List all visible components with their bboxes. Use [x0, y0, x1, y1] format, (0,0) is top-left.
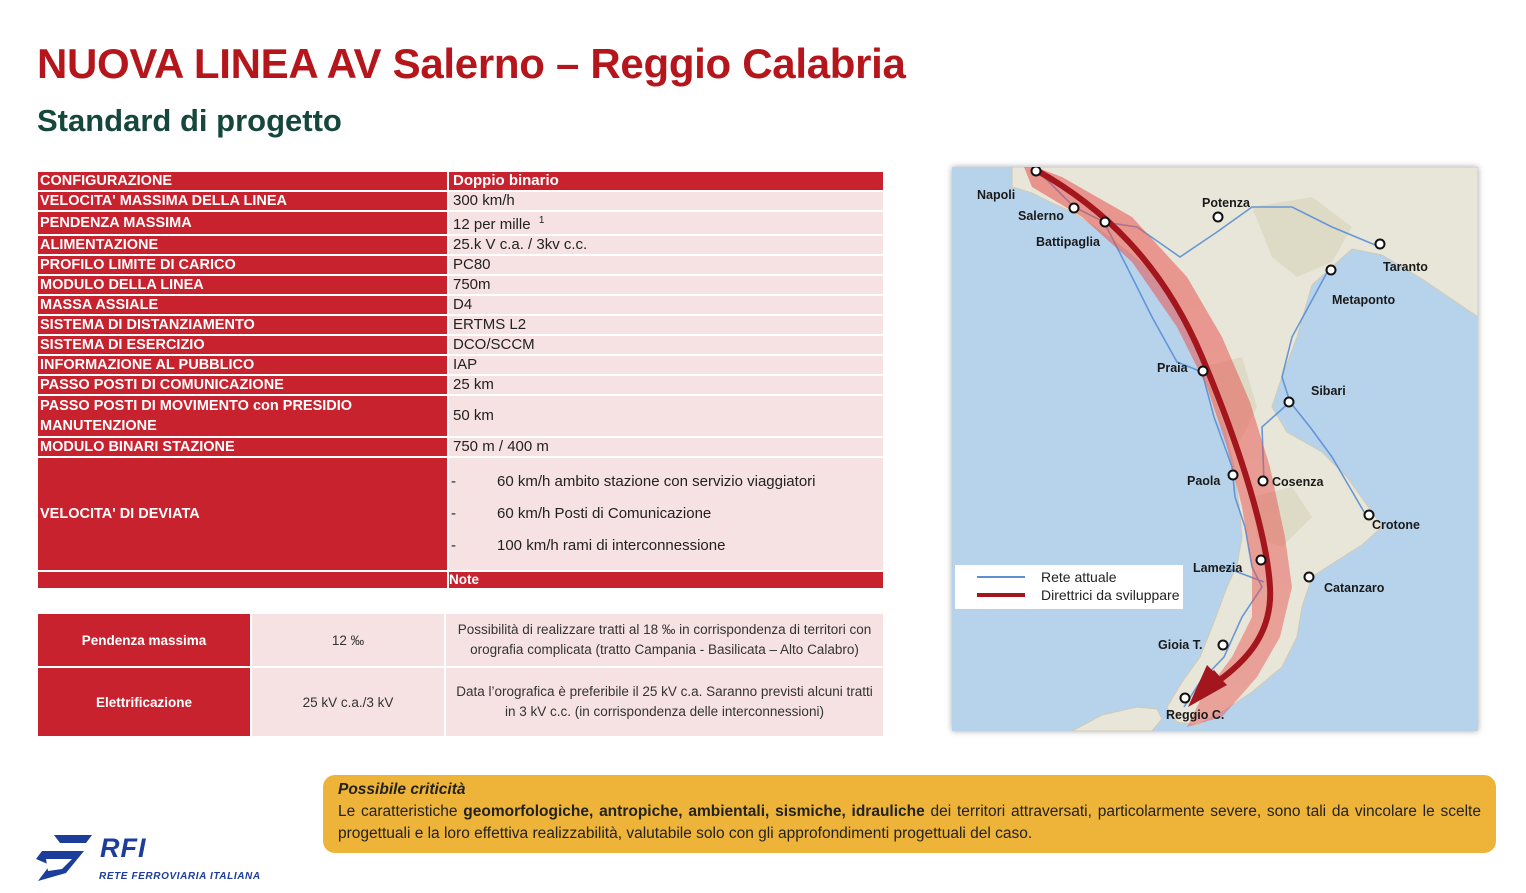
- footnote-marker: 1: [538, 215, 545, 226]
- spec-label: SISTEMA DI DISTANZIAMENTO: [37, 315, 448, 335]
- list-item-text: 100 km/h rami di interconnessione: [497, 537, 726, 554]
- criticita-title: Possibile criticità: [338, 781, 466, 798]
- spec-label: ALIMENTAZIONE: [37, 235, 448, 255]
- criticita-text-bold: geomorfologiche, antropiche, ambientali, sismiche, idrauliche: [463, 803, 925, 820]
- table-row: [37, 335, 884, 355]
- legend-line-red: [977, 593, 1025, 597]
- spec-value: 300 km/h: [448, 191, 884, 211]
- city-label: Taranto: [1383, 260, 1428, 274]
- table-row: [37, 211, 884, 235]
- table-row: [37, 315, 884, 335]
- rfi-logo: [36, 833, 281, 883]
- spec-label: PROFILO LIMITE DI CARICO: [37, 255, 448, 275]
- spec-value: 750 m / 400 m: [448, 437, 884, 457]
- legend-item-planned: [955, 586, 1180, 604]
- table-row: [37, 275, 884, 295]
- city-label: Cosenza: [1272, 475, 1324, 489]
- table-row: [37, 255, 884, 275]
- spec-value: 750m: [448, 275, 884, 295]
- spec-label: PENDENZA MASSIMA: [37, 211, 448, 235]
- spec-label: CONFIGURAZIONE: [37, 171, 448, 191]
- marker-reggio: [1181, 694, 1190, 703]
- table-row: [37, 667, 884, 737]
- criticita-text-start: Le caratteristiche: [338, 803, 464, 820]
- city-label: Paola: [1187, 474, 1221, 488]
- marker-praia: [1199, 367, 1208, 376]
- city-label: Catanzaro: [1324, 581, 1385, 595]
- logo-subtitle: RETE FERROVIARIA ITALIANA: [99, 871, 261, 882]
- legend-label: Rete attuale: [1041, 569, 1117, 585]
- spec-label: SISTEMA DI ESERCIZIO: [37, 335, 448, 355]
- criticita-text: [338, 801, 1481, 845]
- marker-lamezia: [1257, 556, 1266, 565]
- criticita-text-end: dei territori attraversati, particolarmente severe, sono tali da vincolare le scelte progettuali e la loro effettiva realizzabilità, valutabile solo con gli approfondimenti progettuali del caso.: [338, 803, 1481, 842]
- rfi-logo-icon: [36, 833, 96, 883]
- table-row: [37, 171, 884, 191]
- marker-gioia: [1219, 641, 1228, 650]
- legend-label: Direttrici da sviluppare: [1041, 587, 1180, 603]
- spec-label: VELOCITA' DI DEVIATA: [37, 457, 448, 571]
- city-label: Sibari: [1311, 384, 1346, 398]
- spec-value: ERTMS L2: [448, 315, 884, 335]
- legend-item-existing: [955, 568, 1117, 586]
- spec-label: MODULO DELLA LINEA: [37, 275, 448, 295]
- spec-value: [448, 211, 884, 235]
- table-row: [37, 235, 884, 255]
- city-label: Battipaglia: [1036, 235, 1100, 249]
- note-value: 12 ‰: [251, 613, 445, 667]
- spec-label: PASSO POSTI DI MOVIMENTO con PRESIDIO MANUTENZIONE: [37, 395, 448, 437]
- note-text: Possibilità di realizzare tratti al 18 ‰ in corrispondenza di territori con orografia complicata (tratto Campania - Basilicata – Alto Calabro): [445, 613, 884, 667]
- marker-catanzaro: [1305, 573, 1314, 582]
- table-row: [37, 571, 884, 589]
- marker-metaponto: [1327, 266, 1336, 275]
- city-label: Napoli: [977, 188, 1016, 202]
- list-item-text: 60 km/h ambito stazione con servizio viaggiatori: [497, 473, 816, 490]
- note-label: Elettrificazione: [37, 667, 251, 737]
- notes-table: [36, 612, 885, 738]
- note-header: Note: [448, 571, 884, 589]
- spec-value: 25.k V c.a. / 3kv c.c.: [448, 235, 884, 255]
- table-row: [37, 395, 884, 437]
- spec-table: [36, 170, 885, 590]
- list-item: [449, 530, 883, 562]
- city-label: Praia: [1157, 361, 1188, 375]
- note-value: 25 kV c.a./3 kV: [251, 667, 445, 737]
- city-label: Crotone: [1372, 518, 1420, 532]
- table-row: [37, 375, 884, 395]
- spec-value: D4: [448, 295, 884, 315]
- marker-potenza: [1214, 213, 1223, 222]
- table-row: [37, 355, 884, 375]
- table-row: [37, 437, 884, 457]
- spec-value: 50 km: [448, 395, 884, 437]
- table-row: [37, 457, 884, 571]
- legend-line-blue: [977, 576, 1025, 578]
- city-label: Reggio C.: [1166, 708, 1225, 722]
- table-row: [37, 191, 884, 211]
- page-subtitle: Standard di progetto: [37, 103, 342, 138]
- deviata-list: [448, 457, 884, 571]
- marker-sibari: [1285, 398, 1294, 407]
- marker-taranto: [1376, 240, 1385, 249]
- list-item-text: 60 km/h Posti di Comunicazione: [497, 505, 712, 522]
- city-label: Salerno: [1018, 209, 1064, 223]
- list-dash: -: [451, 537, 456, 554]
- note-label: Pendenza massima: [37, 613, 251, 667]
- spec-value: IAP: [448, 355, 884, 375]
- city-label: Metaponto: [1332, 293, 1396, 307]
- map-canvas: [952, 167, 1478, 731]
- spec-label: MASSA ASSIALE: [37, 295, 448, 315]
- city-label: Potenza: [1202, 196, 1250, 210]
- spec-value: DCO/SCCM: [448, 335, 884, 355]
- city-label: Gioia T.: [1158, 638, 1203, 652]
- spec-value: Doppio binario: [448, 171, 884, 191]
- table-row: [37, 295, 884, 315]
- city-label: Lamezia: [1193, 561, 1243, 575]
- spec-label: MODULO BINARI STAZIONE: [37, 437, 448, 457]
- map-legend: [955, 565, 1183, 609]
- list-item: [449, 498, 883, 530]
- list-item: [449, 466, 883, 498]
- criticita-box: [323, 775, 1496, 853]
- marker-paola: [1229, 471, 1238, 480]
- note-header-spacer: [37, 571, 448, 589]
- marker-napoli: [1032, 167, 1041, 176]
- marker-battipaglia: [1101, 218, 1110, 227]
- logo-stripe: [54, 835, 92, 843]
- list-dash: -: [451, 473, 456, 490]
- marker-salerno: [1070, 204, 1079, 213]
- spec-label: INFORMAZIONE AL PUBBLICO: [37, 355, 448, 375]
- marker-cosenza: [1259, 477, 1268, 486]
- spec-value: 25 km: [448, 375, 884, 395]
- spec-value: PC80: [448, 255, 884, 275]
- logo-text: RFI: [100, 833, 147, 863]
- note-text: Data l’orografica è preferibile il 25 kV c.a. Saranno previsti alcuni tratti in 3 kV c.c. (in corrispondenza delle interconnessioni): [445, 667, 884, 737]
- page-title: NUOVA LINEA AV Salerno – Reggio Calabria: [37, 40, 906, 87]
- spec-label: VELOCITA' MASSIMA DELLA LINEA: [37, 191, 448, 211]
- spec-label: PASSO POSTI DI COMUNICAZIONE: [37, 375, 448, 395]
- list-dash: -: [451, 505, 456, 522]
- table-row: [37, 613, 884, 667]
- spec-value-text: 12 per mille: [453, 216, 531, 233]
- route-map: [952, 167, 1478, 731]
